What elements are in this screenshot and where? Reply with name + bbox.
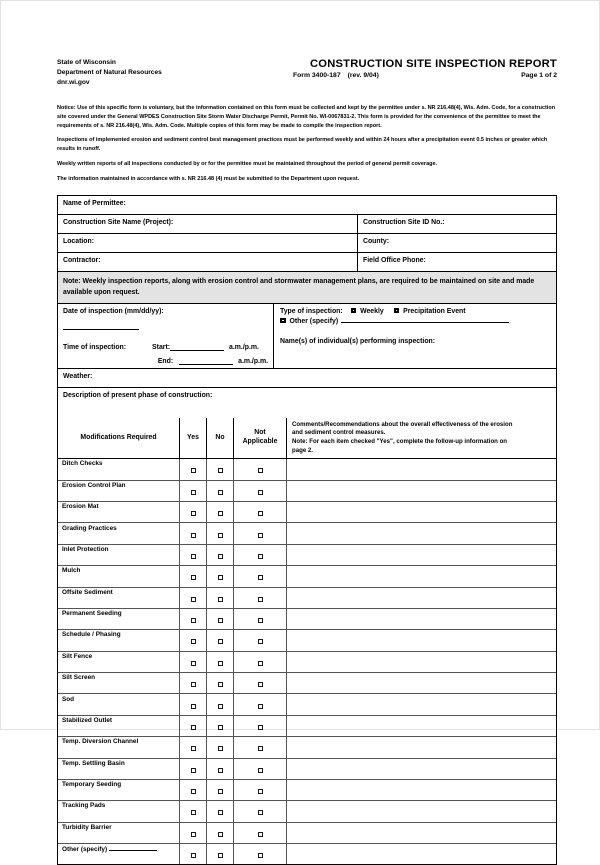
checkbox-yes[interactable] [191, 468, 196, 473]
checkbox-not-applicable[interactable] [258, 853, 263, 858]
checkbox-yes-cell [180, 652, 207, 672]
comments-header-line-3: Note: For each item checked "Yes", complete the follow-up information on [292, 437, 508, 445]
checkbox-not-applicable[interactable] [258, 575, 263, 580]
checklist-item-text: Temporary Seeding [62, 781, 122, 789]
checkbox-no[interactable] [218, 746, 223, 751]
checkbox-no-cell [207, 523, 234, 543]
end-ampm-label: a.m./p.m. [238, 357, 268, 365]
checklist-item-text: Silt Fence [62, 652, 93, 660]
field-description-of-phase[interactable]: Description of present phase of construction: [63, 391, 213, 399]
agency-website: dnr.wi.gov [57, 79, 90, 87]
note-row [58, 272, 556, 304]
checklist-item-text: Offsite Sediment [62, 588, 113, 596]
table-row [58, 780, 556, 801]
checklist-item-text: Sod [62, 695, 75, 703]
checkbox-yes[interactable] [191, 853, 196, 858]
notice-paragraph-4: The information maintained in accordance with s. NR 216.48 (4) must be submitted to the Department upon request. [57, 175, 360, 182]
option-precipitation-label: Precipitation Event [403, 307, 466, 315]
checkbox-yes-cell [180, 502, 207, 522]
table-row [58, 673, 556, 694]
table-row [58, 234, 556, 253]
column-header-comments [287, 418, 556, 459]
checkbox-yes-cell [180, 588, 207, 608]
field-county[interactable]: County: [363, 237, 390, 245]
comments-cell[interactable] [287, 630, 556, 650]
checkbox-not-applicable[interactable] [258, 597, 263, 602]
type-of-inspection-row [280, 308, 551, 315]
checklist-item-label [58, 588, 180, 608]
field-permittee[interactable]: Name of Permittee: [63, 199, 126, 207]
checklist-item-text: Turbidity Barrier [62, 823, 112, 831]
start-ampm-label: a.m./p.m. [229, 343, 259, 351]
checklist-item-label [58, 823, 180, 843]
checkbox-not-applicable-cell [234, 459, 287, 479]
comments-cell[interactable] [287, 459, 556, 479]
field-contractor[interactable]: Contractor: [58, 253, 358, 271]
note-text: Note: Weekly inspection reports, along with erosion control and stormwater management plans, are required to be maintained on site and made available upon request. [63, 277, 535, 296]
other-specify-input[interactable] [341, 316, 509, 323]
checklist-item-label [58, 801, 180, 821]
end-time-input[interactable] [179, 358, 233, 365]
checkbox-not-applicable[interactable] [258, 704, 263, 709]
checkbox-no-cell [207, 630, 234, 650]
description-row [58, 388, 556, 418]
checkbox-yes[interactable] [191, 575, 196, 580]
checkbox-not-applicable-cell [234, 523, 287, 543]
table-row [58, 523, 556, 544]
checkbox-yes[interactable] [191, 746, 196, 751]
checkbox-not-applicable[interactable] [258, 682, 263, 687]
checkbox-yes[interactable] [191, 511, 196, 516]
checkbox-not-applicable[interactable] [258, 832, 263, 837]
checkbox-no[interactable] [218, 810, 223, 815]
form-revision: (rev. 9/04) [347, 71, 379, 79]
checkbox-yes[interactable] [191, 789, 196, 794]
date-of-inspection-input[interactable] [63, 323, 139, 330]
checkbox-no-cell [207, 566, 234, 586]
table-row [58, 459, 556, 480]
checkbox-yes[interactable] [191, 597, 196, 602]
checkbox-no[interactable] [218, 682, 223, 687]
checkbox-yes-cell [180, 566, 207, 586]
checklist-item-label [58, 523, 180, 543]
field-site-id[interactable]: Construction Site ID No.: [363, 218, 445, 226]
checkbox-not-applicable[interactable] [258, 661, 263, 666]
checklist-item-text: Erosion Mat [62, 503, 99, 511]
checklist-item-label [58, 716, 180, 736]
comments-cell[interactable] [287, 759, 556, 779]
comments-cell[interactable] [287, 652, 556, 672]
start-time-input[interactable] [170, 344, 224, 351]
comments-cell[interactable] [287, 844, 556, 864]
checkbox-not-applicable[interactable] [258, 810, 263, 815]
checkbox-not-applicable[interactable] [258, 746, 263, 751]
checkbox-yes[interactable] [191, 639, 196, 644]
checkbox-not-applicable-cell [234, 502, 287, 522]
checkbox-precipitation-event[interactable] [394, 308, 400, 314]
checkbox-no-cell [207, 545, 234, 565]
checkbox-yes[interactable] [191, 810, 196, 815]
other-specify-blank-input[interactable] [109, 845, 157, 851]
table-row [58, 481, 556, 502]
checkbox-no-cell [207, 459, 234, 479]
inspector-names-label: Name(s) of individual(s) performing inspection: [280, 337, 436, 345]
checkbox-no[interactable] [218, 789, 223, 794]
checkbox-not-applicable-cell [234, 673, 287, 693]
checkbox-yes[interactable] [191, 490, 196, 495]
column-header-not-applicable [234, 418, 287, 459]
checkbox-no-cell [207, 481, 234, 501]
checklist-item-label [58, 694, 180, 714]
site-info-table [57, 195, 557, 418]
checkbox-not-applicable[interactable] [258, 789, 263, 794]
checklist-item-label [58, 609, 180, 629]
checkbox-yes-cell [180, 545, 207, 565]
checkbox-yes[interactable] [191, 618, 196, 623]
table-row [58, 609, 556, 630]
checklist-item-label [58, 673, 180, 693]
checkbox-yes-cell [180, 481, 207, 501]
notice-paragraph-3: Weekly written reports of all inspections conducted by or for the permittee must be maintained throughout the period of general permit coverage. [57, 160, 438, 167]
checkbox-no[interactable] [218, 853, 223, 858]
comments-cell[interactable] [287, 673, 556, 693]
checkbox-no[interactable] [218, 597, 223, 602]
option-other-label: Other (specify) [289, 317, 339, 325]
checkbox-no[interactable] [218, 511, 223, 516]
weather-row [58, 369, 556, 388]
checklist-item-label [58, 780, 180, 800]
checkbox-no[interactable] [218, 704, 223, 709]
checkbox-no-cell [207, 673, 234, 693]
checklist-item-text: Temp. Settling Basin [62, 759, 125, 767]
column-header-item: Modifications Required [58, 418, 180, 459]
checkbox-yes[interactable] [191, 682, 196, 687]
checklist-item-label [58, 844, 180, 864]
checkbox-no[interactable] [218, 832, 223, 837]
comments-cell[interactable] [287, 502, 556, 522]
checkbox-no-cell [207, 823, 234, 843]
checkbox-not-applicable[interactable] [258, 554, 263, 559]
option-weekly-label: Weekly [360, 307, 384, 315]
type-of-inspection-label: Type of inspection: [280, 307, 343, 315]
checklist-item-text: Permanent Seeding [62, 610, 122, 618]
type-other-row [280, 316, 551, 325]
checklist-item-text: Silt Screen [62, 674, 96, 682]
checklist-item-text: Stabilized Outlet [62, 716, 113, 724]
checkbox-no-cell [207, 844, 234, 864]
comments-cell[interactable] [287, 588, 556, 608]
notice-paragraph-2: Inspections of implemented erosion and sediment control best management practices must be performed weekly and within 24 hours after a precipitation event 0.5 inches or greater which results in runoff. [57, 137, 548, 153]
checkbox-yes-cell [180, 459, 207, 479]
form-sheet [57, 1, 557, 865]
date-of-inspection-label: Date of inspection (mm/dd/yy): [63, 307, 164, 315]
field-weather[interactable]: Weather: [63, 372, 93, 380]
checklist-item-label [58, 566, 180, 586]
table-row [58, 737, 556, 758]
checkbox-yes-cell [180, 630, 207, 650]
checkbox-yes-cell [180, 523, 207, 543]
checkbox-no-cell [207, 759, 234, 779]
time-start-row [63, 344, 268, 351]
checkbox-yes-cell [180, 716, 207, 736]
checklist-item-text: Inlet Protection [62, 545, 109, 553]
agency-line-1: State of Wisconsin [57, 59, 116, 66]
checkbox-not-applicable[interactable] [258, 639, 263, 644]
checkbox-no-cell [207, 502, 234, 522]
notice-paragraph-1: Notice: Use of this specific form is voluntary, but the information contained on this form must be collected and kept by the permittee under s. NR 216.48(4), Wis. Adm. Code, for a construction site covered under the General WPDES Construction Site Storm Water Discharge Permit, Permit No. WI-0067831-2. This form is provided for the convenience of the permittee to meet the requirements of s. NR 216.48(4), Wis. Adm. Code. Multiple copies of this form may be made to compile the inspection report. [57, 104, 556, 129]
checkbox-not-applicable[interactable] [258, 725, 263, 730]
checkbox-not-applicable-cell [234, 630, 287, 650]
checkbox-not-applicable-cell [234, 716, 287, 736]
checkbox-no[interactable] [218, 725, 223, 730]
checklist-item-text: Schedule / Phasing [62, 631, 121, 639]
table-row [58, 566, 556, 587]
checkbox-no-cell [207, 737, 234, 757]
checkbox-no[interactable] [218, 575, 223, 580]
comments-header-line-2: and sediment control measures. [292, 429, 386, 437]
checkbox-not-applicable-cell [234, 780, 287, 800]
checkbox-yes-cell [180, 673, 207, 693]
title-block [293, 58, 557, 89]
checklist-item-label [58, 545, 180, 565]
comments-cell[interactable] [287, 566, 556, 586]
checklist-item-label [58, 737, 180, 757]
checkbox-not-applicable[interactable] [258, 468, 263, 473]
checklist-header-row [58, 418, 556, 460]
checkbox-not-applicable-cell [234, 801, 287, 821]
table-row [58, 823, 556, 844]
checkbox-no[interactable] [218, 533, 223, 538]
comments-cell[interactable] [287, 801, 556, 821]
checkbox-not-applicable[interactable] [258, 768, 263, 773]
inspection-details-block [58, 304, 556, 369]
checklist-item-label [58, 759, 180, 779]
comments-cell[interactable] [287, 481, 556, 501]
checkbox-no[interactable] [218, 490, 223, 495]
table-row [58, 759, 556, 780]
checkbox-not-applicable-cell [234, 694, 287, 714]
checkbox-not-applicable-cell [234, 823, 287, 843]
checkbox-not-applicable[interactable] [258, 511, 263, 516]
checkbox-no-cell [207, 588, 234, 608]
form-number: Form 3400-187 [293, 71, 341, 79]
table-row [58, 215, 556, 234]
field-site-name[interactable]: Construction Site Name (Project): [58, 215, 358, 233]
checkbox-not-applicable-cell [234, 588, 287, 608]
comments-cell[interactable] [287, 823, 556, 843]
table-row [58, 545, 556, 566]
field-field-office-phone[interactable]: Field Office Phone: [363, 256, 426, 264]
time-end-row [63, 358, 268, 365]
checkbox-no-cell [207, 780, 234, 800]
notice-block [57, 104, 557, 184]
agency-line-2: Department of Natural Resources [57, 69, 162, 77]
checklist-item-text: Temp. Diversion Channel [62, 738, 139, 746]
checkbox-not-applicable-cell [234, 545, 287, 565]
checklist-item-text: Mulch [62, 567, 81, 575]
checklist-item-text: Other (specify) [62, 846, 108, 854]
page-number: Page 1 of 2 [521, 71, 557, 79]
table-row [58, 196, 556, 215]
checkbox-yes[interactable] [191, 725, 196, 730]
checklist-item-label [58, 481, 180, 501]
checklist-item-text: Ditch Checks [62, 460, 103, 468]
checkbox-not-applicable[interactable] [258, 533, 263, 538]
checkbox-not-applicable-cell [234, 481, 287, 501]
checkbox-weekly[interactable] [351, 308, 357, 314]
not-applicable-line-2: Applicable [242, 437, 278, 445]
checkbox-yes[interactable] [191, 832, 196, 837]
comments-cell[interactable] [287, 523, 556, 543]
checkbox-not-applicable-cell [234, 759, 287, 779]
modifications-checklist-table [57, 418, 557, 865]
checkbox-no-cell [207, 652, 234, 672]
comments-cell[interactable] [287, 780, 556, 800]
table-row [58, 253, 556, 272]
checkbox-no[interactable] [218, 768, 223, 773]
page-title: CONSTRUCTION SITE INSPECTION REPORT [309, 58, 557, 70]
checkbox-not-applicable-cell [234, 566, 287, 586]
checkbox-no-cell [207, 716, 234, 736]
comments-cell[interactable] [287, 609, 556, 629]
comments-cell[interactable] [287, 716, 556, 736]
comments-cell[interactable] [287, 694, 556, 714]
inspection-type-column [274, 304, 556, 368]
table-row [58, 844, 556, 864]
table-row [58, 652, 556, 673]
checklist-item-label [58, 630, 180, 650]
checkbox-not-applicable-cell [234, 737, 287, 757]
checkbox-no-cell [207, 694, 234, 714]
checkbox-yes-cell [180, 780, 207, 800]
checklist-item-text: Erosion Control Plan [62, 481, 126, 489]
checklist-item-label [58, 459, 180, 479]
checklist-item-text: Tracking Pads [62, 802, 106, 810]
checkbox-yes[interactable] [191, 661, 196, 666]
checkbox-not-applicable-cell [234, 609, 287, 629]
form-identifier [293, 72, 386, 79]
checkbox-no[interactable] [218, 639, 223, 644]
checklist-body [58, 459, 556, 864]
checkbox-yes[interactable] [191, 554, 196, 559]
checkbox-not-applicable-cell [234, 844, 287, 864]
checkbox-not-applicable-cell [234, 652, 287, 672]
field-location[interactable]: Location: [58, 234, 358, 252]
checklist-item-text: Grading Practices [62, 524, 117, 532]
checklist-item-label [58, 652, 180, 672]
checkbox-yes-cell [180, 801, 207, 821]
column-header-yes: Yes [180, 418, 207, 459]
inspection-date-time-column [58, 304, 274, 368]
start-label: Start: [152, 343, 171, 351]
checkbox-yes-cell [180, 694, 207, 714]
table-row [58, 502, 556, 523]
checklist-item-label [58, 502, 180, 522]
checkbox-no[interactable] [218, 618, 223, 623]
checkbox-no[interactable] [218, 554, 223, 559]
checkbox-no[interactable] [218, 661, 223, 666]
checkbox-yes[interactable] [191, 768, 196, 773]
not-applicable-line-1: Not [254, 429, 266, 437]
time-of-inspection-label: Time of inspection: [63, 343, 127, 351]
end-label: End: [157, 357, 174, 365]
checkbox-not-applicable[interactable] [258, 490, 263, 495]
checkbox-yes-cell [180, 737, 207, 757]
document-header [57, 1, 557, 89]
table-row [58, 588, 556, 609]
checkbox-yes[interactable] [191, 533, 196, 538]
table-row [58, 694, 556, 715]
table-row [58, 630, 556, 651]
table-row [58, 801, 556, 822]
table-row [58, 716, 556, 737]
checkbox-yes-cell [180, 609, 207, 629]
checkbox-no-cell [207, 801, 234, 821]
checkbox-yes-cell [180, 759, 207, 779]
checkbox-yes-cell [180, 844, 207, 864]
agency-block [57, 58, 293, 89]
checkbox-other[interactable] [280, 318, 286, 324]
comments-cell[interactable] [287, 737, 556, 757]
comments-header-line-4: page 2. [292, 446, 313, 454]
checkbox-yes[interactable] [191, 704, 196, 709]
checkbox-not-applicable[interactable] [258, 618, 263, 623]
checkbox-yes-cell [180, 823, 207, 843]
comments-header-line-1: Comments/Recommendations about the overall effectiveness of the erosion [292, 420, 513, 428]
form-meta [293, 72, 557, 79]
column-header-no: No [207, 418, 234, 459]
comments-cell[interactable] [287, 545, 556, 565]
checkbox-no-cell [207, 609, 234, 629]
checkbox-no[interactable] [218, 468, 223, 473]
